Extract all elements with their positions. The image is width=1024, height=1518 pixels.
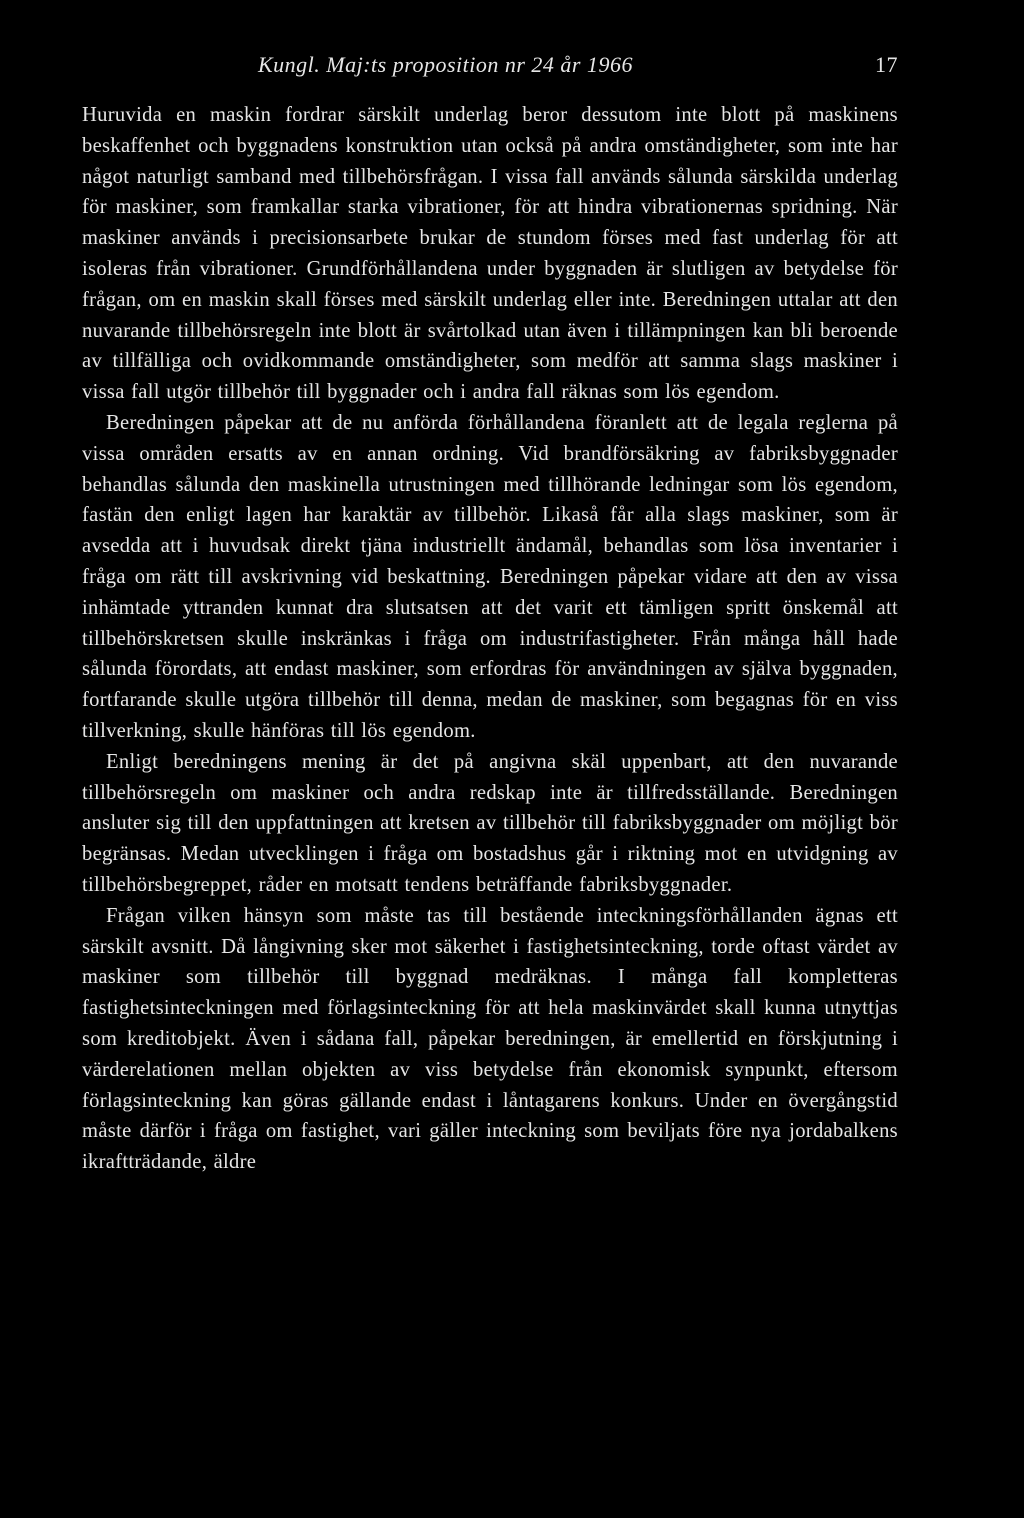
paragraph-2: Beredningen påpekar att de nu anförda förhållandena föranlett att de legala reglerna på vissa områden ersatts av en annan ordning. Vid brandförsäkring av fabriksbyggnader behandlas sålunda den maskinella utrustningen med tillhörande ledningar som lös egendom, fastän den enligt lagen har karaktär av tillbehör. Likaså får alla slags maskiner, som är avsedda att i huvudsak direkt tjäna industriellt ändamål, behandlas som lösa inventarier i fråga om rätt till avskrivning vid beskattning. Beredningen påpekar vidare att den av vissa inhämtade yttranden kunnat dra slutsatsen att det varit ett tämligen spritt önskemål att tillbehörskretsen skulle inskränkas i fråga om industrifastigheter. Från många håll hade sålunda förordats, att endast maskiner, som erfordras för användningen av själva byggnaden, fortfarande skulle utgöra tillbehör till denna, medan de maskiner, som begagnas för en viss tillverkning, skulle hänföras till lös egendom. — [82, 411, 898, 742]
paragraph-1: Huruvida en maskin fordrar särskilt underlag beror dessutom inte blott på maskinens beskaffenhet och byggnadens konstruktion utan också på andra omständigheter, som inte har något naturligt samband med tillbehörsfrågan. I vissa fall används sålunda särskilda underlag för maskiner, som framkallar starka vibrationer, för att hindra vibrationernas spridning. När maskiner används i precisionsarbete brukar de stundom förses med fast underlag för att isoleras från vibrationer. Grundförhållandena under byggnaden är slutligen av betydelse för frågan, om en maskin skall förses med särskilt underlag eller inte. Beredningen uttalar att den nuvarande tillbehörsregeln inte blott är svårtolkad utan även i tillämpningen kan bli beroende av tillfälliga och ovidkommande omständigheter, som medför att samma slags maskiner i vissa fall utgör tillbehör till byggnader och i andra fall räknas som lös egendom. — [82, 104, 898, 404]
header-title: Kungl. Maj:ts proposition nr 24 år 1966 — [258, 52, 633, 77]
body-text — [82, 100, 898, 1178]
paragraph-3: Enligt beredningens mening är det på angivna skäl uppenbart, att den nuvarande tillbehörsregeln om maskiner och andra redskap inte är tillfredsställande. Beredningen ansluter sig till den uppfattningen att kretsen av tillbehör till fabriksbyggnader om möjligt bör begränsas. Medan utvecklingen i fråga om bostadshus går i riktning mot en utvidgning av tillbehörsbegreppet, råder en motsatt tendens beträffande fabriksbyggnader. — [82, 750, 898, 896]
page-number: 17 — [875, 52, 898, 77]
paragraph-4: Frågan vilken hänsyn som måste tas till bestående inteckningsförhållanden ägnas ett särskilt avsnitt. Då långivning sker mot säkerhet i fastighetsinteckning, torde oftast värdet av maskiner som tillbehör till byggnad medräknas. I många fall kompletteras fastighetsinteckningen med förlagsinteckning för att hela maskinvärdet skall kunna utnyttjas som kreditobjekt. Även i sådana fall, påpekar beredningen, är emellertid en förskjutning i värderelationen mellan objekten av viss betydelse från ekonomisk synpunkt, eftersom förlagsinteckning kan göras gällande endast i låntagarens konkurs. Under en övergångstid måste därför i fråga om fastighet, vari gäller inteckning som beviljats före nya jordabalkens ikraftträdande, äldre — [82, 904, 898, 1174]
running-header — [82, 52, 898, 92]
